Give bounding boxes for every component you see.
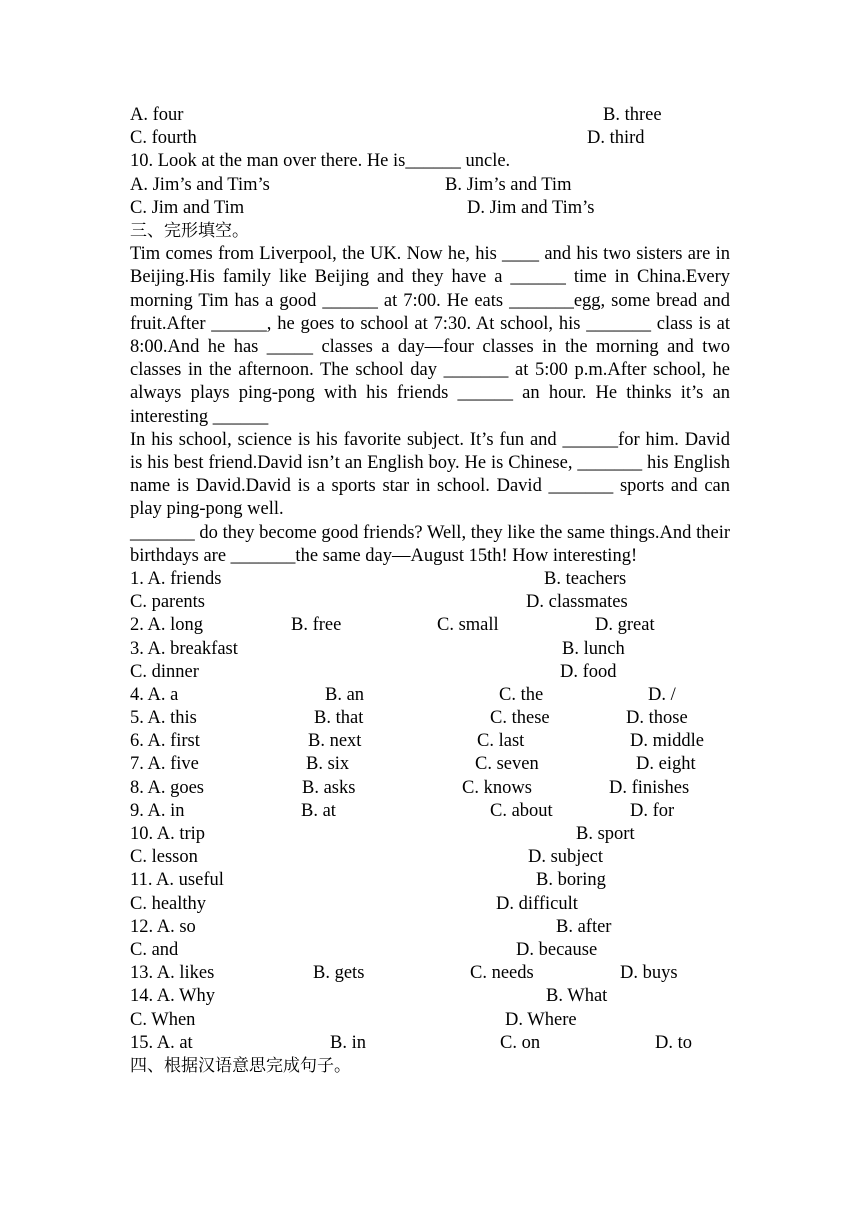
option-b: B. at: [301, 800, 336, 821]
option-a: 1. A. friends: [130, 568, 222, 589]
option-b: B. lunch: [562, 638, 625, 659]
option-b: B. gets: [313, 963, 365, 984]
option-c: C. the: [499, 684, 544, 705]
option-d: D. Where: [505, 1009, 577, 1030]
option-row: [130, 869, 730, 892]
option-row: [130, 730, 730, 753]
option-c: C. and: [130, 939, 179, 960]
option-row: [130, 753, 730, 776]
option-c: C. parents: [130, 592, 206, 613]
option-c: C. small: [437, 615, 499, 636]
option-d: D. for: [630, 800, 675, 821]
option-c: C. lesson: [130, 847, 198, 868]
option-a: 15. A. at: [130, 1032, 193, 1053]
option-b: B. free: [291, 615, 342, 636]
option-d: D. food: [560, 661, 617, 682]
option-c: C. seven: [475, 754, 539, 775]
option-a: 14. A. Why: [130, 986, 215, 1007]
option-a: 5. A. this: [130, 708, 197, 729]
option-row: [130, 846, 730, 869]
document-page: [130, 104, 730, 1078]
option-row: [130, 638, 730, 661]
option-a: 13. A. likes: [130, 963, 215, 984]
section-heading: [130, 220, 730, 243]
option-d: D. classmates: [526, 592, 628, 613]
option-row: [130, 1032, 730, 1055]
option-row: [130, 893, 730, 916]
option-b: B. after: [556, 916, 612, 937]
section-4-heading: 四、根据汉语意思完成句子。: [130, 1055, 351, 1076]
option-a: 3. A. breakfast: [130, 638, 238, 659]
option-row: [130, 684, 730, 707]
option-d: D. difficult: [496, 893, 578, 914]
option-a: 11. A. useful: [130, 870, 224, 891]
passage-paragraph: In his school, science is his favorite subject. It’s fun and ______for him. David is his best friend.David isn’t an English boy. He is Chinese, _______ his English name is David.David is a sports star in school. David _______ sports and can play ping-pong well.: [130, 429, 730, 520]
option-row: [130, 823, 730, 846]
option-d: D. buys: [620, 963, 678, 984]
option-c: C. fourth: [130, 128, 197, 149]
passage-paragraph: Tim comes from Liverpool, the UK. Now he, his ____ and his two sisters are in Beijing.His family like Beijing and they have a ______ time in China.Every morning Tim has a good ______ at 7:00. He eats _______egg, some bread and fruit.After ______, he goes to school at 7:30. At school, his _______ class is at 8:00.And he has _____ classes a day—four classes in the morning and two classes in the afternoon. The school day _______ at 5:00 p.m.After school, he always plays ping-pong with his friends ______ an hour. He thinks it’s an interesting ______: [130, 244, 730, 427]
option-c: C. knows: [462, 777, 532, 798]
option-row: [130, 591, 730, 614]
option-row: [130, 661, 730, 684]
option-c: C. healthy: [130, 893, 207, 914]
option-c: C. Jim and Tim: [130, 197, 245, 218]
option-row: [130, 777, 730, 800]
option-row: [130, 985, 730, 1008]
section-3-heading: 三、完形填空。: [130, 220, 249, 241]
section-heading: [130, 1055, 730, 1078]
option-d: D. third: [587, 128, 645, 149]
option-c: C. needs: [470, 963, 534, 984]
option-c: C. on: [500, 1032, 541, 1053]
option-d: D. because: [516, 939, 598, 960]
option-row: [130, 916, 730, 939]
option-b: B. an: [325, 684, 365, 705]
option-b: B. in: [330, 1032, 366, 1053]
option-a: A. four: [130, 105, 184, 125]
option-a: A. Jim’s and Tim’s: [130, 174, 270, 195]
option-row: [130, 127, 730, 150]
cloze-passage: [130, 243, 730, 568]
option-row: [130, 197, 730, 220]
option-b: B. boring: [536, 870, 606, 891]
option-row: [130, 962, 730, 985]
option-b: B. next: [308, 731, 362, 752]
option-d: D. middle: [630, 731, 704, 752]
option-c: C. When: [130, 1009, 196, 1030]
option-a: 10. A. trip: [130, 824, 206, 845]
option-row: [130, 174, 730, 197]
option-d: D. finishes: [609, 777, 690, 798]
option-b: B. six: [306, 754, 350, 775]
question-stem: [130, 150, 730, 173]
option-a: 2. A. long: [130, 615, 203, 636]
option-b: B. What: [546, 986, 608, 1007]
option-a: 12. A. so: [130, 916, 196, 937]
option-b: B. that: [314, 708, 364, 729]
option-row: [130, 1009, 730, 1032]
option-c: C. these: [490, 708, 550, 729]
option-row: [130, 568, 730, 591]
option-row: [130, 614, 730, 637]
option-b: B. teachers: [544, 568, 627, 589]
option-d: D. great: [595, 615, 655, 636]
option-a: 7. A. five: [130, 754, 199, 775]
option-a: 4. A. a: [130, 684, 179, 705]
option-b: B. asks: [302, 777, 356, 798]
option-d: D. subject: [528, 847, 604, 868]
option-row: [130, 707, 730, 730]
option-d: D. those: [626, 708, 688, 729]
option-d: D. eight: [636, 754, 696, 775]
option-c: C. last: [477, 731, 525, 752]
option-b: B. sport: [576, 824, 635, 845]
option-d: D. Jim and Tim’s: [467, 197, 595, 218]
option-c: C. dinner: [130, 661, 199, 682]
option-row: [130, 800, 730, 823]
option-b: B. Jim’s and Tim: [445, 174, 572, 195]
option-a: 8. A. goes: [130, 777, 204, 798]
option-row: [130, 939, 730, 962]
question-10-stem: 10. Look at the man over there. He is______ uncle.: [130, 151, 511, 172]
option-d: D. to: [655, 1032, 692, 1053]
option-b: B. three: [603, 105, 662, 125]
option-a: 9. A. in: [130, 800, 185, 821]
option-d: D. /: [648, 684, 676, 705]
option-row: [130, 104, 730, 127]
option-c: C. about: [490, 800, 553, 821]
passage-paragraph: _______ do they become good friends? Well, they like the same things.And their birthdays are _______the same day—August 15th! How interesting!: [130, 522, 730, 566]
option-a: 6. A. first: [130, 731, 200, 752]
